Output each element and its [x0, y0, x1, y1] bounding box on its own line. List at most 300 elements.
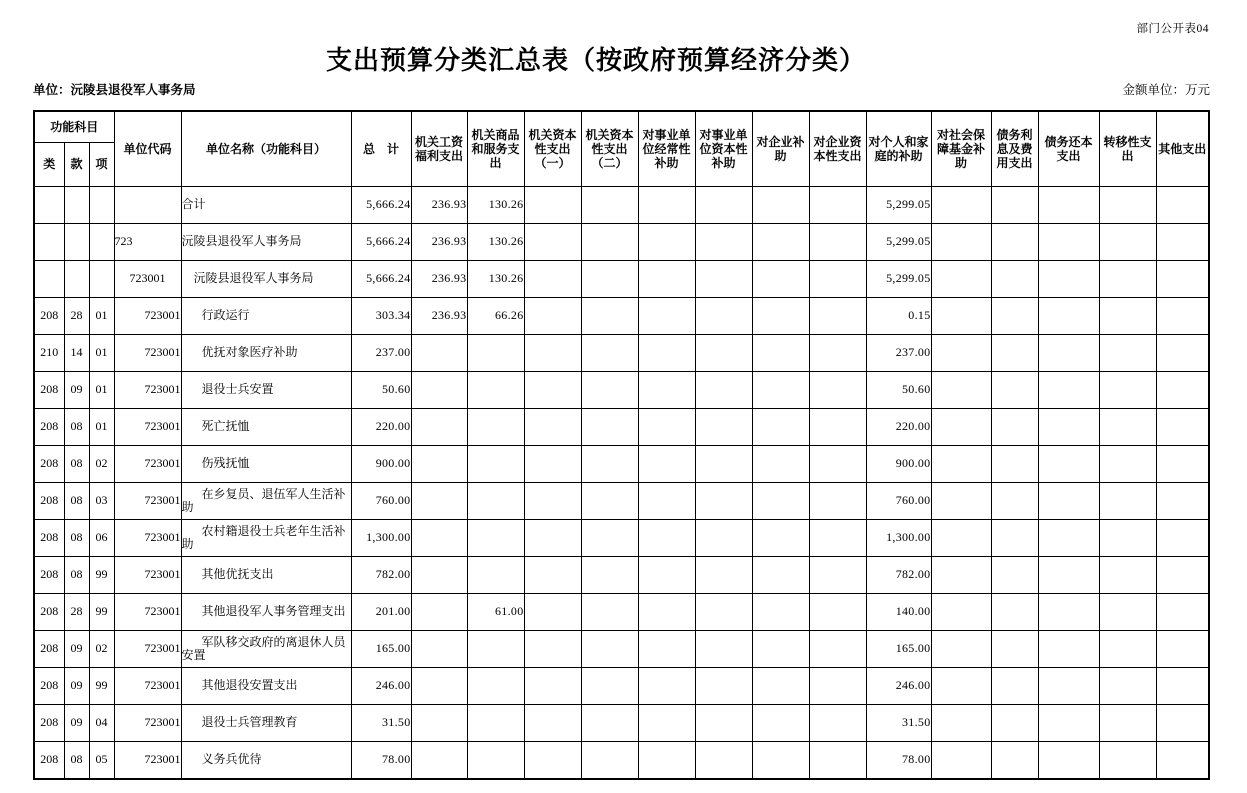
cell-agency-goods-services	[467, 445, 524, 482]
cell-social-security-fund-subsidy	[931, 297, 991, 334]
cell-debt-principal	[1038, 297, 1099, 334]
cell-xiang: 01	[89, 334, 114, 371]
cell-lei: 208	[34, 667, 64, 704]
cell-debt-interest-fees	[991, 186, 1038, 223]
cell-debt-principal	[1038, 334, 1099, 371]
cell-debt-interest-fees	[991, 371, 1038, 408]
cell-debt-principal	[1038, 630, 1099, 667]
cell-debt-interest-fees	[991, 630, 1038, 667]
cell-kuan: 09	[64, 667, 89, 704]
cell-debt-principal	[1038, 186, 1099, 223]
cell-institution-recurrent-subsidy	[638, 630, 695, 667]
cell-individual-family-subsidy: 0.15	[866, 297, 931, 334]
cell-agency-salary-welfare	[411, 334, 467, 371]
column-header-enterprise-subsidy: 对企业补助	[752, 111, 809, 186]
cell-kuan: 09	[64, 630, 89, 667]
cell-enterprise-capital	[809, 260, 866, 297]
column-header-agency-salary-welfare: 机关工资福利支出	[411, 111, 467, 186]
cell-debt-interest-fees	[991, 741, 1038, 779]
cell-other-expenditure	[1156, 334, 1209, 371]
cell-enterprise-capital	[809, 630, 866, 667]
cell-agency-salary-welfare: 236.93	[411, 260, 467, 297]
cell-debt-interest-fees	[991, 704, 1038, 741]
cell-enterprise-subsidy	[752, 741, 809, 779]
cell-debt-principal	[1038, 445, 1099, 482]
cell-agency-capital-1	[524, 519, 581, 556]
cell-agency-capital-2	[581, 223, 638, 260]
cell-debt-principal	[1038, 593, 1099, 630]
cell-agency-salary-welfare	[411, 630, 467, 667]
cell-lei: 208	[34, 297, 64, 334]
cell-transfer-expenditure	[1099, 630, 1156, 667]
cell-unit-code: 723001	[114, 408, 181, 445]
cell-social-security-fund-subsidy	[931, 593, 991, 630]
cell-agency-capital-1	[524, 186, 581, 223]
cell-agency-salary-welfare	[411, 371, 467, 408]
cell-unit-name: 其他优抚支出	[181, 556, 351, 593]
cell-institution-recurrent-subsidy	[638, 371, 695, 408]
cell-debt-interest-fees	[991, 519, 1038, 556]
cell-institution-recurrent-subsidy	[638, 408, 695, 445]
table-row	[34, 445, 1209, 482]
cell-other-expenditure	[1156, 223, 1209, 260]
cell-enterprise-capital	[809, 186, 866, 223]
cell-agency-capital-2	[581, 630, 638, 667]
cell-lei: 210	[34, 334, 64, 371]
cell-agency-capital-2	[581, 482, 638, 519]
cell-institution-capital-subsidy	[695, 519, 752, 556]
cell-individual-family-subsidy: 50.60	[866, 371, 931, 408]
cell-unit-name: 死亡抚恤	[181, 408, 351, 445]
cell-agency-goods-services	[467, 519, 524, 556]
table-row	[34, 260, 1209, 297]
cell-agency-capital-2	[581, 445, 638, 482]
cell-other-expenditure	[1156, 519, 1209, 556]
column-header-unit-code: 单位代码	[114, 111, 181, 186]
cell-unit-name: 沅陵县退役军人事务局	[181, 260, 351, 297]
cell-other-expenditure	[1156, 741, 1209, 779]
cell-enterprise-capital	[809, 371, 866, 408]
cell-social-security-fund-subsidy	[931, 186, 991, 223]
cell-unit-name: 沅陵县退役军人事务局	[181, 223, 351, 260]
cell-transfer-expenditure	[1099, 297, 1156, 334]
cell-transfer-expenditure	[1099, 186, 1156, 223]
cell-agency-capital-1	[524, 297, 581, 334]
cell-unit-name: 伤残抚恤	[181, 445, 351, 482]
cell-individual-family-subsidy: 5,299.05	[866, 260, 931, 297]
cell-unit-code: 723001	[114, 667, 181, 704]
cell-transfer-expenditure	[1099, 519, 1156, 556]
cell-agency-capital-1	[524, 223, 581, 260]
table-row	[34, 186, 1209, 223]
cell-xiang: 99	[89, 667, 114, 704]
cell-unit-code: 723001	[114, 445, 181, 482]
cell-institution-recurrent-subsidy	[638, 741, 695, 779]
cell-institution-recurrent-subsidy	[638, 667, 695, 704]
column-header-debt-principal: 债务还本支出	[1038, 111, 1099, 186]
cell-enterprise-capital	[809, 445, 866, 482]
cell-agency-goods-services	[467, 704, 524, 741]
cell-unit-code	[114, 186, 181, 223]
cell-enterprise-capital	[809, 704, 866, 741]
cell-agency-capital-2	[581, 593, 638, 630]
cell-enterprise-capital	[809, 334, 866, 371]
cell-debt-interest-fees	[991, 223, 1038, 260]
cell-agency-salary-welfare	[411, 482, 467, 519]
cell-agency-capital-2	[581, 334, 638, 371]
cell-enterprise-subsidy	[752, 297, 809, 334]
cell-social-security-fund-subsidy	[931, 260, 991, 297]
budget-table-header	[34, 111, 1209, 186]
cell-transfer-expenditure	[1099, 593, 1156, 630]
cell-agency-goods-services	[467, 334, 524, 371]
cell-agency-salary-welfare	[411, 667, 467, 704]
cell-kuan: 08	[64, 445, 89, 482]
cell-individual-family-subsidy: 782.00	[866, 556, 931, 593]
cell-social-security-fund-subsidy	[931, 334, 991, 371]
cell-enterprise-capital	[809, 408, 866, 445]
cell-agency-capital-1	[524, 556, 581, 593]
cell-unit-code: 723001	[114, 260, 181, 297]
cell-enterprise-subsidy	[752, 260, 809, 297]
cell-kuan: 08	[64, 519, 89, 556]
cell-debt-principal	[1038, 260, 1099, 297]
column-header-debt-interest-fees: 债务利息及费用支出	[991, 111, 1038, 186]
cell-debt-principal	[1038, 556, 1099, 593]
cell-xiang: 01	[89, 371, 114, 408]
cell-transfer-expenditure	[1099, 741, 1156, 779]
cell-agency-capital-1	[524, 334, 581, 371]
cell-individual-family-subsidy: 760.00	[866, 482, 931, 519]
cell-agency-goods-services	[467, 630, 524, 667]
cell-transfer-expenditure	[1099, 556, 1156, 593]
cell-agency-goods-services	[467, 371, 524, 408]
cell-enterprise-subsidy	[752, 223, 809, 260]
cell-enterprise-capital	[809, 519, 866, 556]
cell-unit-code: 723001	[114, 482, 181, 519]
cell-debt-interest-fees	[991, 334, 1038, 371]
cell-xiang: 99	[89, 556, 114, 593]
cell-enterprise-capital	[809, 482, 866, 519]
cell-transfer-expenditure	[1099, 371, 1156, 408]
cell-transfer-expenditure	[1099, 482, 1156, 519]
cell-institution-recurrent-subsidy	[638, 445, 695, 482]
cell-unit-name: 合计	[181, 186, 351, 223]
cell-social-security-fund-subsidy	[931, 667, 991, 704]
cell-enterprise-subsidy	[752, 445, 809, 482]
cell-institution-capital-subsidy	[695, 334, 752, 371]
cell-xiang: 02	[89, 630, 114, 667]
cell-other-expenditure	[1156, 667, 1209, 704]
cell-unit-code: 723	[114, 223, 181, 260]
cell-institution-capital-subsidy	[695, 741, 752, 779]
cell-lei	[34, 186, 64, 223]
cell-other-expenditure	[1156, 556, 1209, 593]
table-row	[34, 593, 1209, 630]
cell-unit-name: 在乡复员、退伍军人生活补助	[181, 482, 351, 519]
cell-unit-name: 农村籍退役士兵老年生活补助	[181, 519, 351, 556]
cell-total: 303.34	[351, 297, 411, 334]
cell-xiang: 06	[89, 519, 114, 556]
cell-total: 237.00	[351, 334, 411, 371]
cell-debt-principal	[1038, 371, 1099, 408]
budget-table-body	[34, 186, 1209, 779]
cell-enterprise-subsidy	[752, 704, 809, 741]
cell-other-expenditure	[1156, 593, 1209, 630]
column-header-social-security-fund-subsidy: 对社会保障基金补助	[931, 111, 991, 186]
cell-agency-salary-welfare	[411, 593, 467, 630]
cell-total: 1,300.00	[351, 519, 411, 556]
cell-agency-salary-welfare	[411, 519, 467, 556]
cell-individual-family-subsidy: 140.00	[866, 593, 931, 630]
cell-lei: 208	[34, 593, 64, 630]
cell-enterprise-subsidy	[752, 667, 809, 704]
column-header-lei: 类	[34, 142, 64, 186]
cell-agency-goods-services	[467, 667, 524, 704]
cell-debt-interest-fees	[991, 260, 1038, 297]
budget-table	[33, 110, 1210, 780]
cell-enterprise-subsidy	[752, 371, 809, 408]
cell-debt-principal	[1038, 519, 1099, 556]
column-header-kuan: 款	[64, 142, 89, 186]
column-header-enterprise-capital: 对企业资本性支出	[809, 111, 866, 186]
cell-social-security-fund-subsidy	[931, 408, 991, 445]
cell-unit-name: 退役士兵管理教育	[181, 704, 351, 741]
cell-agency-salary-welfare	[411, 408, 467, 445]
cell-transfer-expenditure	[1099, 704, 1156, 741]
cell-institution-capital-subsidy	[695, 593, 752, 630]
cell-enterprise-subsidy	[752, 593, 809, 630]
cell-institution-capital-subsidy	[695, 482, 752, 519]
cell-agency-goods-services: 61.00	[467, 593, 524, 630]
cell-agency-capital-1	[524, 593, 581, 630]
cell-lei: 208	[34, 482, 64, 519]
cell-kuan: 08	[64, 408, 89, 445]
cell-agency-capital-2	[581, 704, 638, 741]
column-header-transfer-expenditure: 转移性支出	[1099, 111, 1156, 186]
cell-unit-name: 其他退役安置支出	[181, 667, 351, 704]
cell-enterprise-subsidy	[752, 519, 809, 556]
cell-enterprise-subsidy	[752, 556, 809, 593]
cell-unit-code: 723001	[114, 556, 181, 593]
cell-kuan: 28	[64, 593, 89, 630]
cell-total: 165.00	[351, 630, 411, 667]
cell-agency-goods-services: 130.26	[467, 223, 524, 260]
cell-institution-capital-subsidy	[695, 445, 752, 482]
cell-institution-capital-subsidy	[695, 408, 752, 445]
cell-lei: 208	[34, 704, 64, 741]
cell-agency-salary-welfare	[411, 741, 467, 779]
cell-individual-family-subsidy: 5,299.05	[866, 223, 931, 260]
cell-enterprise-capital	[809, 223, 866, 260]
cell-individual-family-subsidy: 165.00	[866, 630, 931, 667]
cell-agency-capital-1	[524, 445, 581, 482]
cell-debt-interest-fees	[991, 593, 1038, 630]
table-row	[34, 519, 1209, 556]
cell-debt-interest-fees	[991, 445, 1038, 482]
cell-agency-capital-2	[581, 556, 638, 593]
cell-unit-code: 723001	[114, 741, 181, 779]
cell-enterprise-subsidy	[752, 630, 809, 667]
cell-xiang: 03	[89, 482, 114, 519]
cell-unit-code: 723001	[114, 704, 181, 741]
column-header-other-expenditure: 其他支出	[1156, 111, 1209, 186]
cell-institution-capital-subsidy	[695, 186, 752, 223]
table-row	[34, 334, 1209, 371]
cell-enterprise-capital	[809, 593, 866, 630]
cell-social-security-fund-subsidy	[931, 482, 991, 519]
table-row	[34, 408, 1209, 445]
cell-enterprise-capital	[809, 297, 866, 334]
cell-enterprise-subsidy	[752, 334, 809, 371]
cell-lei: 208	[34, 630, 64, 667]
doc-code: 部门公开表04	[1136, 23, 1209, 35]
cell-individual-family-subsidy: 1,300.00	[866, 519, 931, 556]
cell-agency-goods-services: 66.26	[467, 297, 524, 334]
cell-unit-name: 其他退役军人事务管理支出	[181, 593, 351, 630]
table-row	[34, 297, 1209, 334]
cell-total: 50.60	[351, 371, 411, 408]
cell-enterprise-subsidy	[752, 408, 809, 445]
cell-xiang	[89, 223, 114, 260]
cell-agency-salary-welfare	[411, 445, 467, 482]
cell-institution-recurrent-subsidy	[638, 482, 695, 519]
cell-kuan: 09	[64, 371, 89, 408]
cell-agency-salary-welfare: 236.93	[411, 297, 467, 334]
cell-xiang	[89, 260, 114, 297]
column-header-individual-family-subsidy: 对个人和家庭的补助	[866, 111, 931, 186]
cell-debt-interest-fees	[991, 667, 1038, 704]
cell-institution-recurrent-subsidy	[638, 556, 695, 593]
cell-institution-capital-subsidy	[695, 223, 752, 260]
cell-social-security-fund-subsidy	[931, 556, 991, 593]
cell-lei: 208	[34, 445, 64, 482]
cell-institution-recurrent-subsidy	[638, 223, 695, 260]
column-header-xiang: 项	[89, 142, 114, 186]
cell-institution-capital-subsidy	[695, 297, 752, 334]
cell-total: 782.00	[351, 556, 411, 593]
cell-institution-capital-subsidy	[695, 371, 752, 408]
cell-agency-goods-services	[467, 741, 524, 779]
cell-lei: 208	[34, 556, 64, 593]
cell-other-expenditure	[1156, 371, 1209, 408]
cell-social-security-fund-subsidy	[931, 371, 991, 408]
cell-unit-name: 优抚对象医疗补助	[181, 334, 351, 371]
cell-agency-capital-1	[524, 371, 581, 408]
cell-individual-family-subsidy: 237.00	[866, 334, 931, 371]
column-header-agency-capital-1: 机关资本性支出（一）	[524, 111, 581, 186]
cell-agency-capital-2	[581, 297, 638, 334]
cell-lei: 208	[34, 741, 64, 779]
cell-unit-code: 723001	[114, 593, 181, 630]
cell-agency-capital-1	[524, 704, 581, 741]
cell-total: 201.00	[351, 593, 411, 630]
cell-social-security-fund-subsidy	[931, 445, 991, 482]
cell-agency-salary-welfare: 236.93	[411, 186, 467, 223]
column-header-unit-name: 单位名称（功能科目）	[181, 111, 351, 186]
cell-total: 246.00	[351, 667, 411, 704]
unit-label: 单位：沅陵县退役军人事务局	[33, 83, 196, 97]
cell-agency-capital-2	[581, 667, 638, 704]
cell-debt-principal	[1038, 667, 1099, 704]
cell-agency-capital-2	[581, 371, 638, 408]
cell-unit-name: 义务兵优待	[181, 741, 351, 779]
cell-debt-interest-fees	[991, 482, 1038, 519]
cell-other-expenditure	[1156, 297, 1209, 334]
cell-agency-goods-services: 130.26	[467, 260, 524, 297]
cell-debt-principal	[1038, 223, 1099, 260]
cell-institution-capital-subsidy	[695, 556, 752, 593]
cell-total: 5,666.24	[351, 186, 411, 223]
cell-kuan: 09	[64, 704, 89, 741]
cell-agency-goods-services	[467, 556, 524, 593]
table-row	[34, 482, 1209, 519]
column-header-agency-goods-services: 机关商品和服务支出	[467, 111, 524, 186]
cell-agency-capital-1	[524, 408, 581, 445]
cell-unit-code: 723001	[114, 630, 181, 667]
cell-xiang: 02	[89, 445, 114, 482]
cell-other-expenditure	[1156, 186, 1209, 223]
cell-social-security-fund-subsidy	[931, 223, 991, 260]
cell-unit-name: 退役士兵安置	[181, 371, 351, 408]
cell-other-expenditure	[1156, 482, 1209, 519]
cell-agency-capital-1	[524, 260, 581, 297]
cell-total: 78.00	[351, 741, 411, 779]
cell-agency-capital-2	[581, 519, 638, 556]
cell-debt-principal	[1038, 482, 1099, 519]
cell-institution-recurrent-subsidy	[638, 260, 695, 297]
cell-total: 31.50	[351, 704, 411, 741]
cell-agency-salary-welfare	[411, 704, 467, 741]
cell-kuan: 08	[64, 741, 89, 779]
cell-other-expenditure	[1156, 445, 1209, 482]
cell-enterprise-subsidy	[752, 186, 809, 223]
cell-agency-capital-2	[581, 408, 638, 445]
cell-agency-goods-services	[467, 482, 524, 519]
cell-social-security-fund-subsidy	[931, 741, 991, 779]
cell-institution-recurrent-subsidy	[638, 334, 695, 371]
cell-institution-capital-subsidy	[695, 260, 752, 297]
cell-institution-recurrent-subsidy	[638, 297, 695, 334]
cell-individual-family-subsidy: 31.50	[866, 704, 931, 741]
cell-lei: 208	[34, 408, 64, 445]
cell-individual-family-subsidy: 246.00	[866, 667, 931, 704]
cell-lei	[34, 260, 64, 297]
column-header-agency-capital-2: 机关资本性支出（二）	[581, 111, 638, 186]
cell-agency-capital-2	[581, 186, 638, 223]
cell-debt-interest-fees	[991, 408, 1038, 445]
cell-individual-family-subsidy: 5,299.05	[866, 186, 931, 223]
cell-other-expenditure	[1156, 408, 1209, 445]
cell-agency-capital-2	[581, 260, 638, 297]
table-row	[34, 667, 1209, 704]
cell-debt-principal	[1038, 408, 1099, 445]
table-row	[34, 223, 1209, 260]
cell-transfer-expenditure	[1099, 408, 1156, 445]
cell-kuan: 28	[64, 297, 89, 334]
cell-kuan: 08	[64, 556, 89, 593]
column-header-institution-capital-subsidy: 对事业单位资本性补助	[695, 111, 752, 186]
cell-agency-salary-welfare	[411, 556, 467, 593]
cell-institution-capital-subsidy	[695, 630, 752, 667]
cell-total: 5,666.24	[351, 223, 411, 260]
cell-other-expenditure	[1156, 704, 1209, 741]
cell-debt-interest-fees	[991, 297, 1038, 334]
column-header-total: 总 计	[351, 111, 411, 186]
cell-xiang: 01	[89, 408, 114, 445]
cell-total: 220.00	[351, 408, 411, 445]
cell-total: 900.00	[351, 445, 411, 482]
